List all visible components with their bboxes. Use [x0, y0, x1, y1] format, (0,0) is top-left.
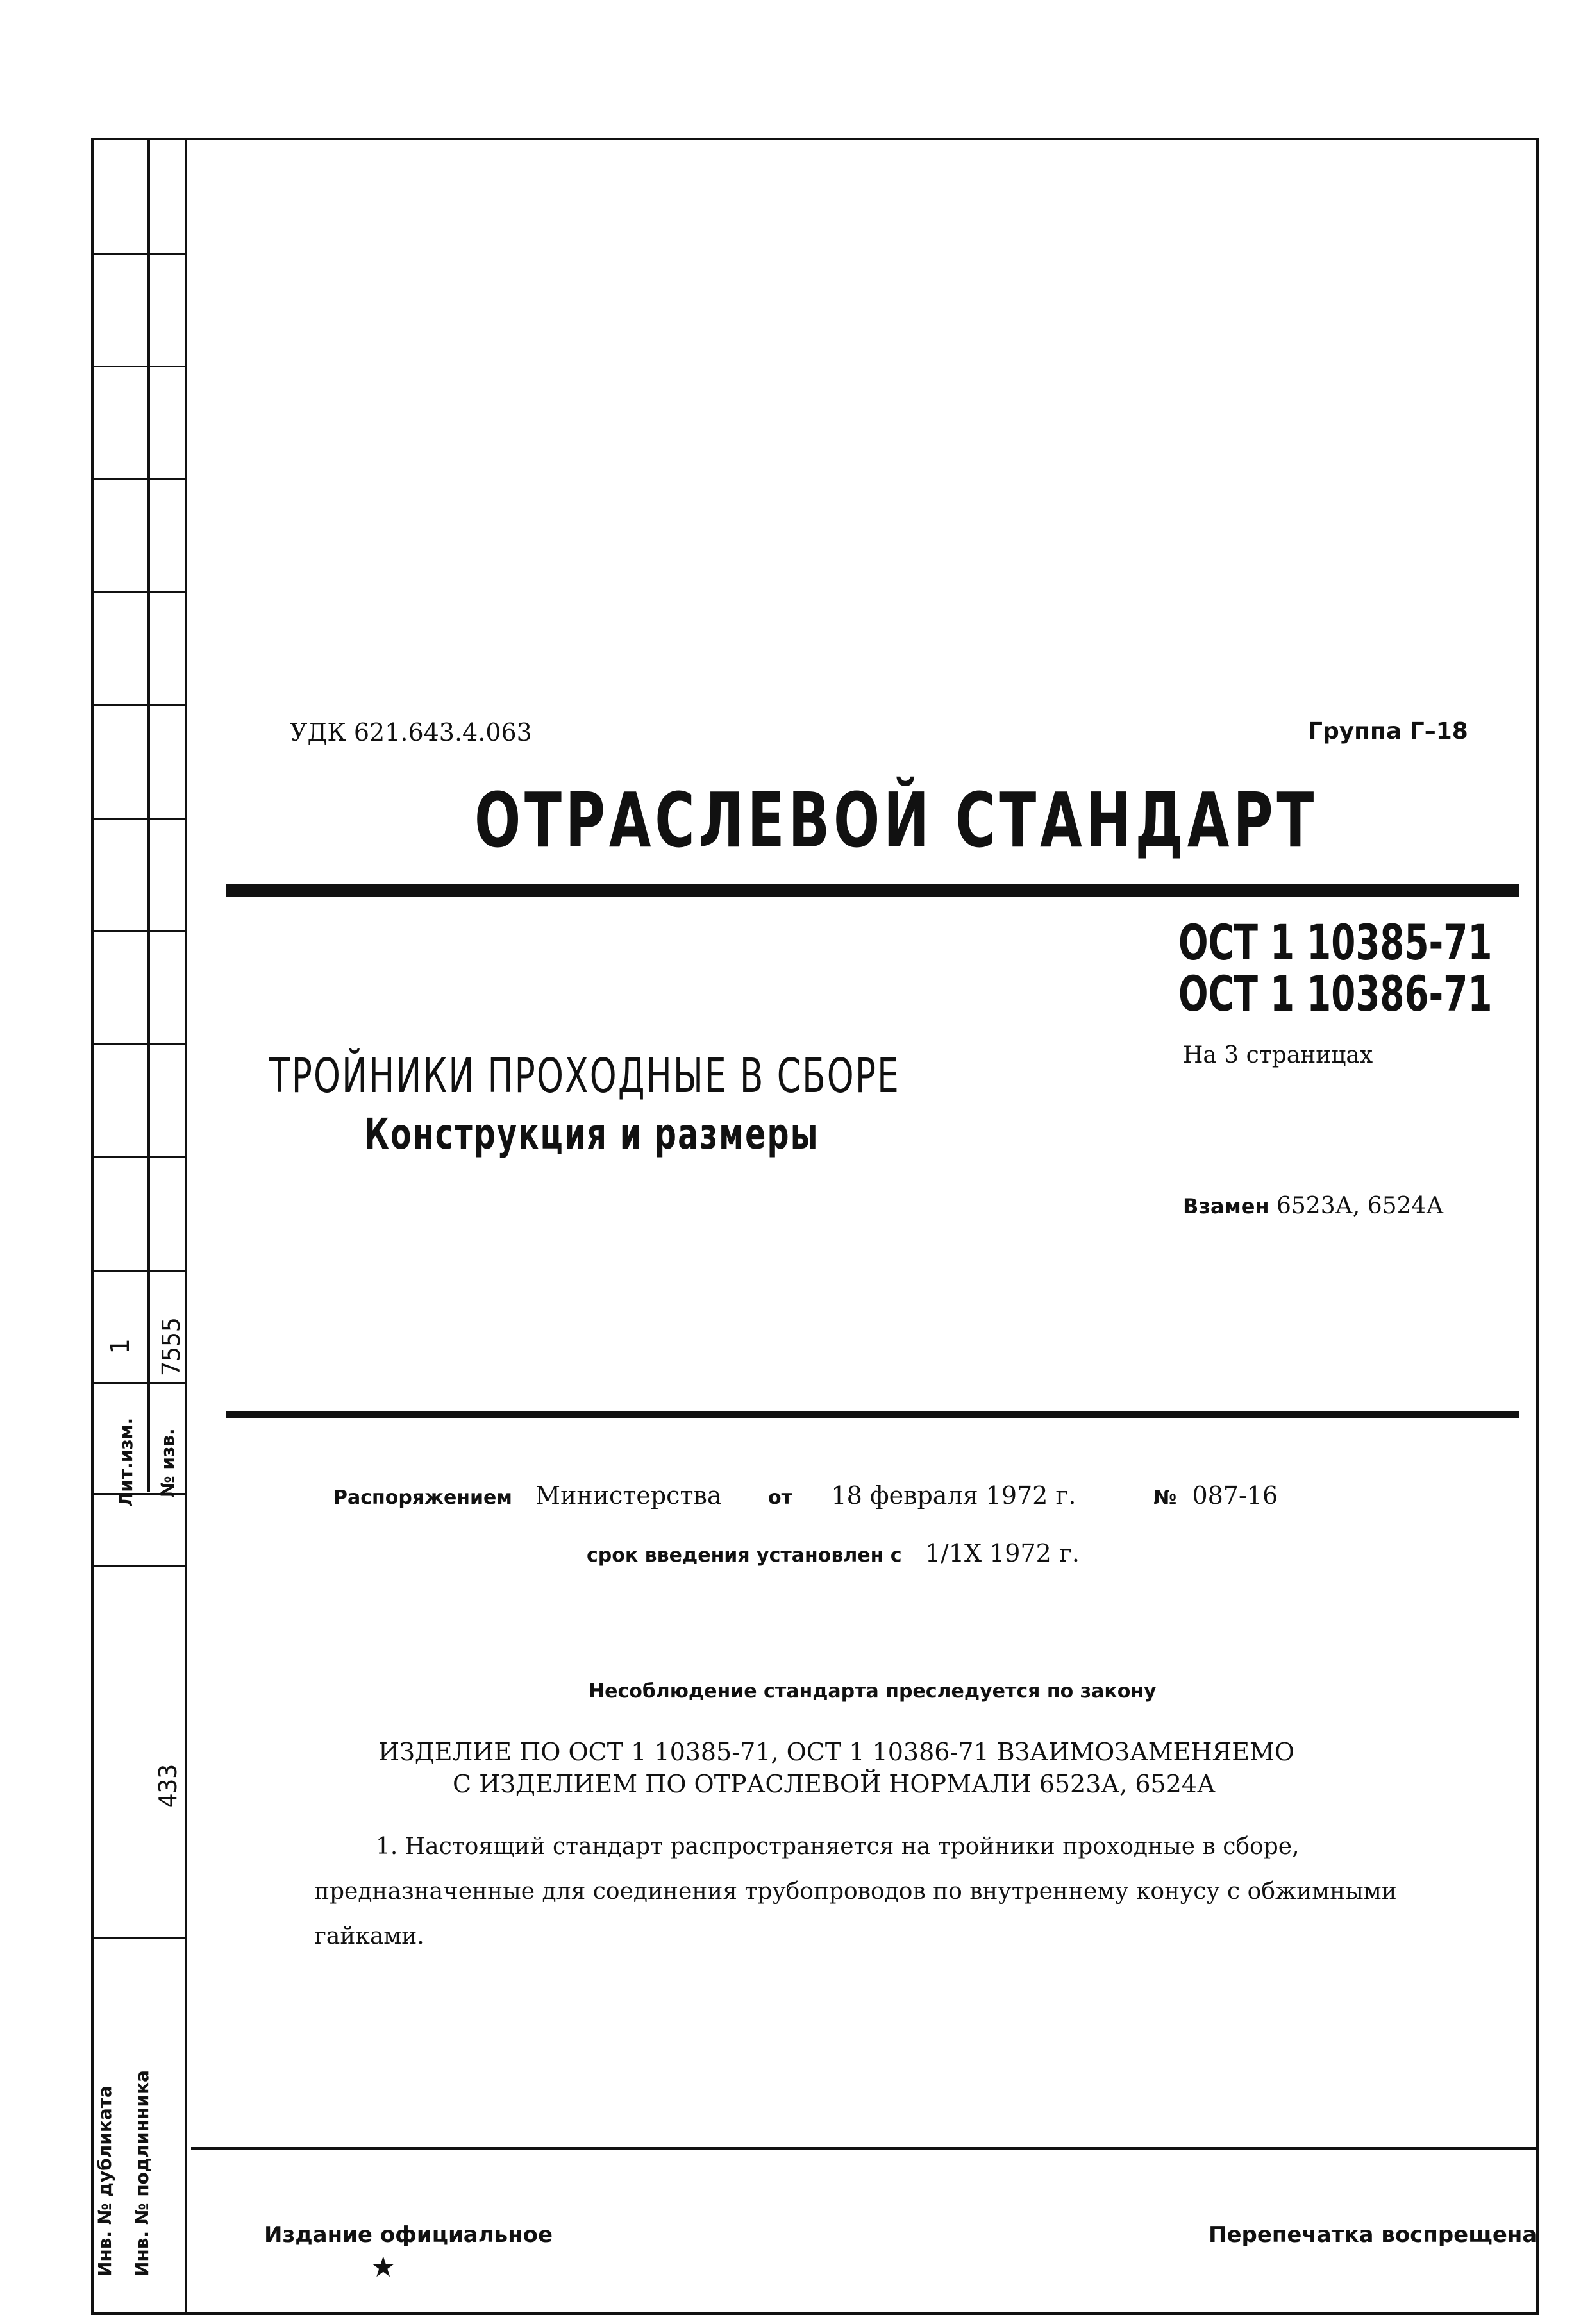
- inv-dublikata-label: Инв. № дубликата: [94, 2085, 115, 2277]
- paragraph-1-text: 1. Настоящий стандарт распространяется на тройники проходные в сборе, предназначенные для соединения трубопроводов по внутреннему конусу с обжимными гайками.: [314, 1833, 1397, 1949]
- section-rule: [226, 1411, 1519, 1418]
- order-ot: от: [768, 1486, 793, 1509]
- replaces-value: 6523А, 6524А: [1276, 1193, 1444, 1219]
- ost-number-1: ОСТ 1 10385-71: [1178, 914, 1493, 971]
- strip-row-line: [91, 1156, 187, 1158]
- title-rule: [226, 884, 1519, 897]
- paragraph-1: [314, 1824, 1513, 1959]
- order-number-label: №: [1153, 1486, 1177, 1509]
- strip-row-line: [91, 930, 187, 932]
- replaces-label: Взамен: [1183, 1194, 1269, 1218]
- footer-rule: [191, 2147, 1539, 2150]
- strip-row-line: [91, 591, 187, 593]
- strip-divider-inner: [185, 138, 187, 2315]
- strip-divider-lower: [91, 1565, 94, 2315]
- strip-row-line: [91, 704, 187, 706]
- group-code: Группа Г–18: [1308, 718, 1468, 745]
- effective-date-label: срок введения установлен с: [587, 1544, 902, 1567]
- order-number: 087-16: [1192, 1481, 1278, 1510]
- strip-row-line: [91, 1270, 187, 1272]
- effective-date: 1/1X 1972 г.: [925, 1539, 1080, 1567]
- strip-value-433: 433: [154, 1764, 182, 1808]
- page-count: На 3 страницах: [1183, 1042, 1373, 1068]
- reprint-prohibited-label: Перепечатка воспрещена: [1209, 2222, 1537, 2248]
- effective-date-line: [587, 1539, 1080, 1567]
- lit-izm-label: Лит.изм.: [115, 1417, 137, 1507]
- interchangeability-line-2: С ИЗДЕЛИЕМ ПО ОТРАСЛЕВОЙ НОРМАЛИ 6523А, 6524А: [453, 1770, 1216, 1798]
- ost-number-2: ОСТ 1 10386-71: [1178, 965, 1493, 1022]
- strip-row-line: [91, 366, 187, 367]
- no-izv-label: № изв.: [157, 1428, 178, 1497]
- strip-row-line: [91, 1565, 187, 1567]
- document-title: ОТРАСЛЕВОЙ СТАНДАРТ: [474, 776, 1318, 864]
- order-date: 18 февраля 1972 г.: [831, 1481, 1076, 1510]
- strip-row-line: [91, 1937, 187, 1939]
- order-label: Распоряжением: [333, 1486, 512, 1509]
- strip-row-line: [91, 478, 187, 480]
- page-frame: [91, 138, 1539, 2315]
- legal-notice: Несоблюдение стандарта преследуется по закону: [589, 1680, 1157, 1703]
- order-ministry: Министерства: [535, 1481, 722, 1510]
- strip-row-line: [91, 1043, 187, 1045]
- inv-podlinnika-label: Инв. № подлинника: [131, 2070, 153, 2277]
- strip-row-line: [91, 818, 187, 820]
- no-izv-value: 7555: [157, 1317, 185, 1376]
- lit-izm-value: 1: [106, 1338, 135, 1355]
- replaces-line: [1183, 1193, 1444, 1219]
- product-subtitle: Конструкция и размеры: [364, 1109, 819, 1159]
- order-line: [333, 1481, 1278, 1510]
- interchangeability-line-1: ИЗДЕЛИЕ ПО ОСТ 1 10385-71, ОСТ 1 10386-71 ВЗАИМОЗАМЕНЯЕМО: [378, 1738, 1295, 1766]
- strip-row-line: [91, 253, 187, 255]
- star-icon: ★: [371, 2251, 396, 2284]
- product-title: ТРОЙНИКИ ПРОХОДНЫЕ В СБОРЕ: [269, 1048, 901, 1104]
- strip-divider-outer: [147, 138, 150, 1492]
- official-edition-label: Издание официальное: [264, 2222, 553, 2248]
- udk-code: УДК 621.643.4.063: [290, 718, 532, 746]
